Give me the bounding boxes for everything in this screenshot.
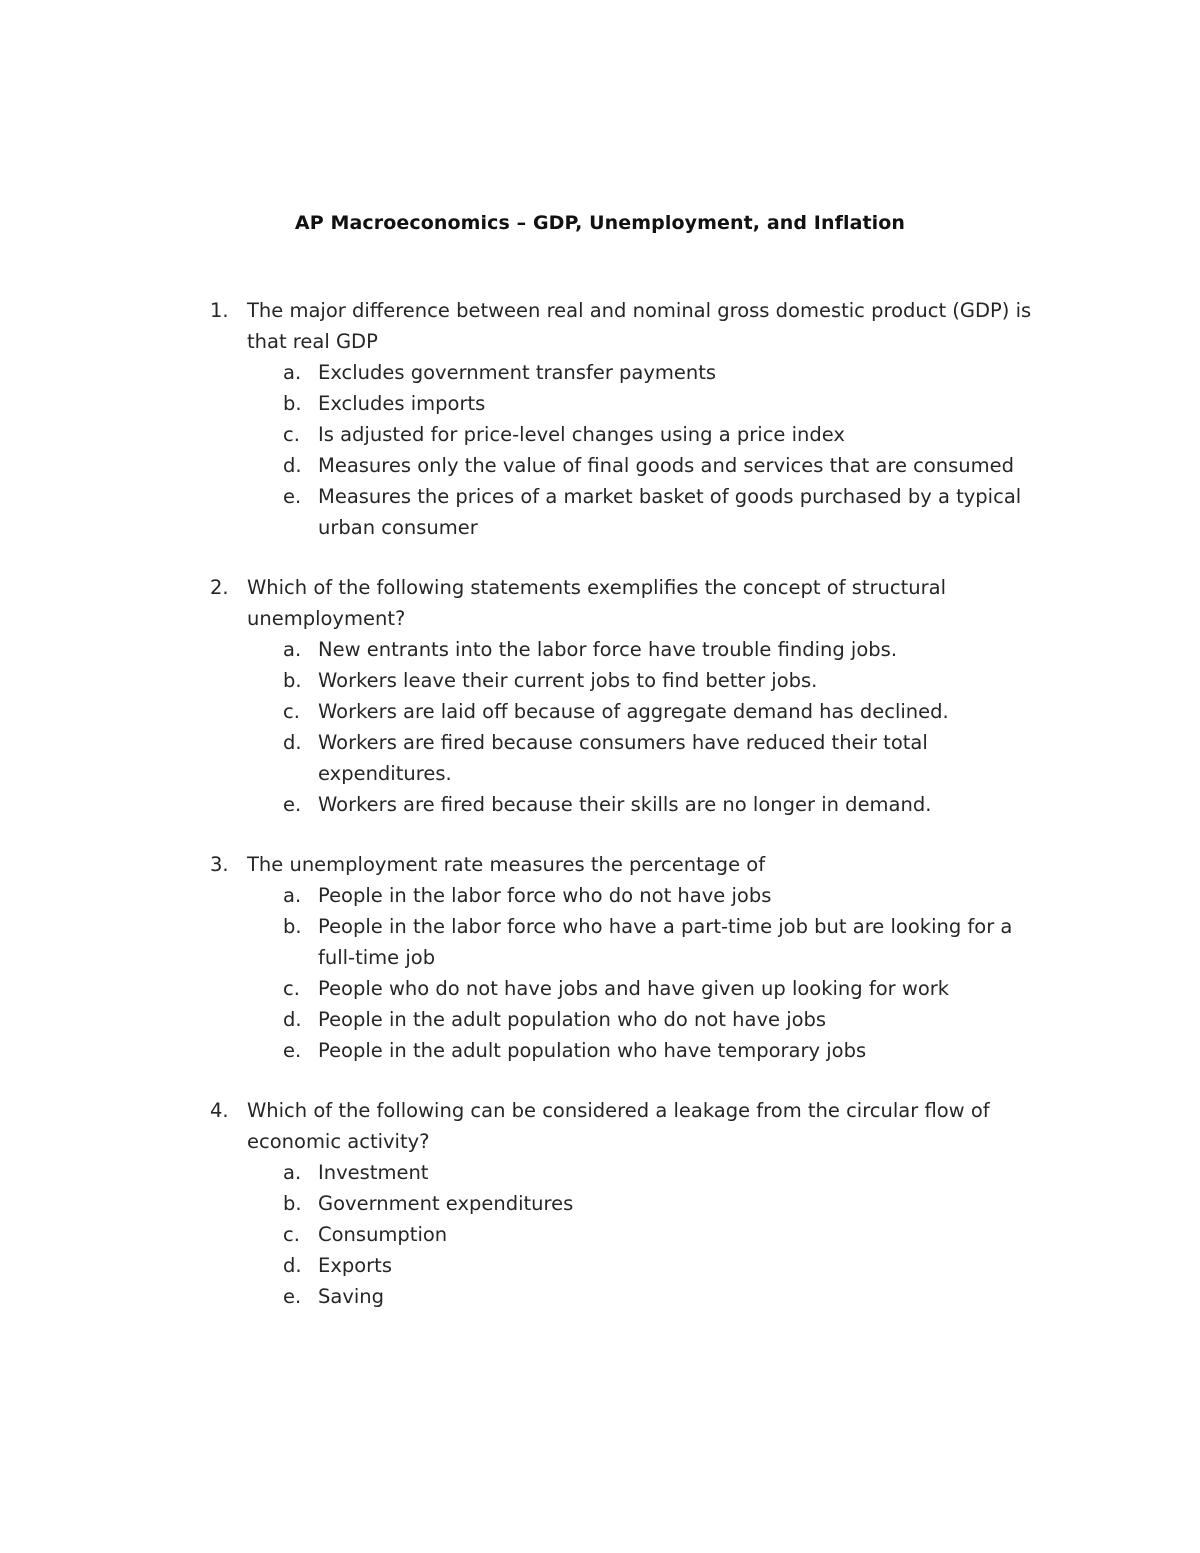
option-text: Investment	[318, 1161, 429, 1184]
question-number: 1.	[210, 299, 229, 322]
option-text: Excludes government transfer payments	[318, 361, 717, 384]
answer-option	[0, 727, 1200, 789]
question-4	[0, 1095, 1200, 1312]
answer-option	[0, 1281, 1200, 1312]
option-letter: b.	[283, 915, 302, 938]
question-2	[0, 572, 1200, 820]
option-letter: e.	[283, 1285, 302, 1308]
option-text: People in the labor force who do not have jobs	[318, 884, 772, 907]
option-letter: a.	[283, 361, 302, 384]
option-letter: e.	[283, 1039, 302, 1062]
option-letter: c.	[283, 1223, 300, 1246]
option-letter: c.	[283, 977, 300, 1000]
question-number: 4.	[210, 1099, 229, 1122]
question-number: 2.	[210, 576, 229, 599]
option-text: Measures the prices of a market basket of goods purchased by a typical urban consumer	[318, 485, 1022, 539]
option-letter: b.	[283, 669, 302, 692]
answer-option	[0, 911, 1200, 973]
question-text: The unemployment rate measures the percentage of	[247, 853, 766, 876]
option-text: Workers leave their current jobs to find better jobs.	[318, 669, 818, 692]
option-text: Workers are fired because consumers have reduced their total expenditures.	[318, 731, 928, 785]
answer-options	[0, 880, 1200, 1066]
option-text: Saving	[318, 1285, 385, 1308]
option-letter: a.	[283, 1161, 302, 1184]
answer-options	[0, 634, 1200, 820]
option-letter: d.	[283, 1008, 302, 1031]
answer-option	[0, 1035, 1200, 1066]
option-letter: a.	[283, 638, 302, 661]
page-title: AP Macroeconomics – GDP, Unemployment, and Inflation	[294, 212, 906, 234]
answer-option	[0, 1250, 1200, 1281]
question-3	[0, 849, 1200, 1066]
option-text: New entrants into the labor force have trouble finding jobs.	[318, 638, 898, 661]
option-letter: d.	[283, 454, 302, 477]
answer-option	[0, 665, 1200, 696]
answer-option	[0, 880, 1200, 911]
option-letter: e.	[283, 793, 302, 816]
question-text: The major difference between real and nominal gross domestic product (GDP) is that real GDP	[247, 299, 1032, 353]
option-text: People in the adult population who do not have jobs	[318, 1008, 827, 1031]
answer-option	[0, 357, 1200, 388]
question-stem	[0, 1095, 1200, 1157]
option-text: Workers are laid off because of aggregate demand has declined.	[318, 700, 949, 723]
option-letter: d.	[283, 731, 302, 754]
option-letter: d.	[283, 1254, 302, 1277]
option-text: People who do not have jobs and have given up looking for work	[318, 977, 950, 1000]
option-letter: b.	[283, 392, 302, 415]
question-list	[0, 295, 1200, 1341]
option-text: Workers are fired because their skills are no longer in demand.	[318, 793, 932, 816]
option-text: People in the adult population who have temporary jobs	[318, 1039, 867, 1062]
answer-option	[0, 419, 1200, 450]
option-letter: b.	[283, 1192, 302, 1215]
option-letter: e.	[283, 485, 302, 508]
answer-option	[0, 634, 1200, 665]
question-stem	[0, 295, 1200, 357]
question-stem	[0, 572, 1200, 634]
answer-option	[0, 973, 1200, 1004]
answer-option	[0, 1004, 1200, 1035]
option-text: People in the labor force who have a part-time job but are looking for a full-time job	[318, 915, 1013, 969]
question-number: 3.	[210, 853, 229, 876]
option-letter: c.	[283, 700, 300, 723]
option-text: Is adjusted for price-level changes using a price index	[318, 423, 845, 446]
option-text: Consumption	[318, 1223, 448, 1246]
option-text: Measures only the value of final goods and services that are consumed	[318, 454, 1015, 477]
option-letter: c.	[283, 423, 300, 446]
question-1	[0, 295, 1200, 543]
answer-option	[0, 450, 1200, 481]
option-text: Exports	[318, 1254, 392, 1277]
answer-option	[0, 1188, 1200, 1219]
answer-options	[0, 357, 1200, 543]
answer-option	[0, 1157, 1200, 1188]
option-letter: a.	[283, 884, 302, 907]
answer-option	[0, 481, 1200, 543]
answer-options	[0, 1157, 1200, 1312]
answer-option	[0, 388, 1200, 419]
question-stem	[0, 849, 1200, 880]
answer-option	[0, 789, 1200, 820]
answer-option	[0, 1219, 1200, 1250]
option-text: Excludes imports	[318, 392, 486, 415]
option-text: Government expenditures	[318, 1192, 574, 1215]
question-text: Which of the following statements exemplifies the concept of structural unemployment?	[247, 576, 947, 630]
answer-option	[0, 696, 1200, 727]
question-text: Which of the following can be considered a leakage from the circular flow of economic activity?	[247, 1099, 990, 1153]
